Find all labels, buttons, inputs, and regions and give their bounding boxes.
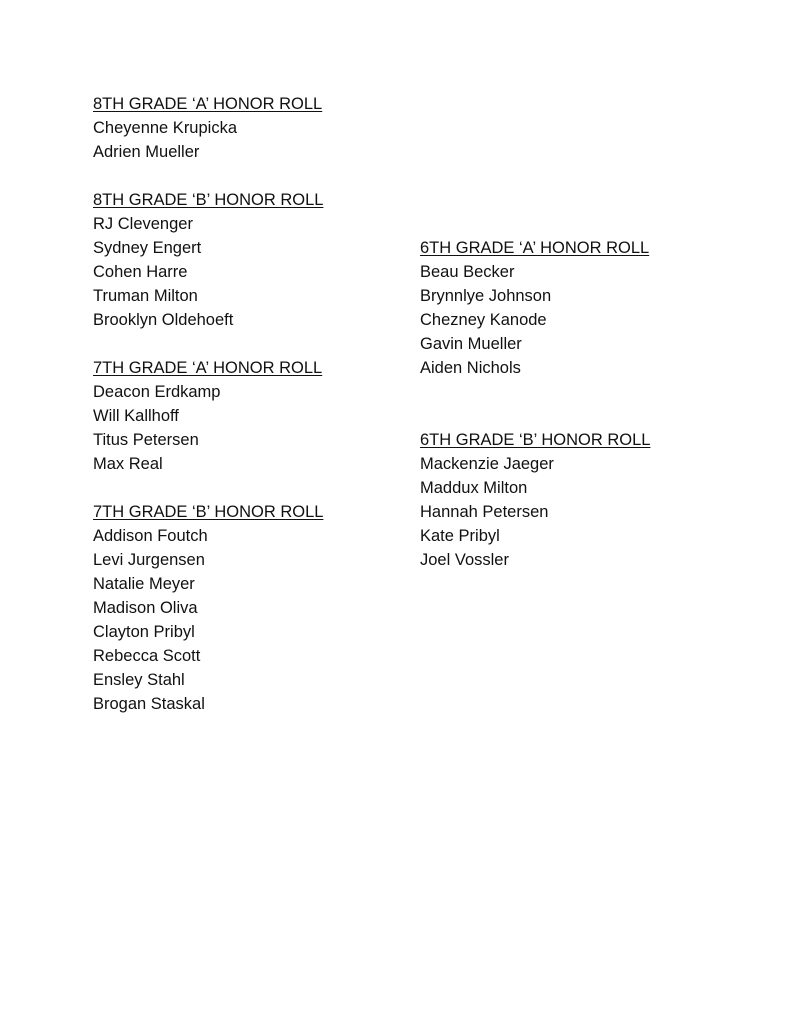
name-list <box>93 524 323 716</box>
list-item: Kate Pribyl <box>420 527 500 545</box>
list-item: Gavin Mueller <box>420 335 522 353</box>
list-item: Joel Vossler <box>420 551 509 569</box>
list-item: Ensley Stahl <box>93 671 185 689</box>
list-item: Deacon Erdkamp <box>93 383 221 401</box>
list-item: Natalie Meyer <box>93 575 195 593</box>
list-item: Rebecca Scott <box>93 647 201 665</box>
list-item: Adrien Mueller <box>93 143 200 161</box>
section-title: 8TH GRADE ‘B’ HONOR ROLL <box>93 191 324 209</box>
name-list <box>93 212 323 332</box>
name-list <box>93 116 322 164</box>
section-title: 6TH GRADE ‘A’ HONOR ROLL <box>420 239 650 257</box>
name-list <box>420 260 649 380</box>
name-list <box>93 380 322 476</box>
list-item: Beau Becker <box>420 263 515 281</box>
section-title: 7TH GRADE ‘A’ HONOR ROLL <box>93 359 323 377</box>
list-item: RJ Clevenger <box>93 215 193 233</box>
section-7th-grade-a-honor-roll <box>93 356 322 476</box>
list-item: Brogan Staskal <box>93 695 205 713</box>
section-8th-grade-b-honor-roll <box>93 188 323 332</box>
list-item: Mackenzie Jaeger <box>420 455 554 473</box>
list-item: Max Real <box>93 455 163 473</box>
name-list <box>420 452 650 572</box>
section-7th-grade-b-honor-roll <box>93 500 323 716</box>
list-item: Truman Milton <box>93 287 198 305</box>
list-item: Will Kallhoff <box>93 407 179 425</box>
list-item: Addison Foutch <box>93 527 208 545</box>
section-title: 6TH GRADE ‘B’ HONOR ROLL <box>420 431 651 449</box>
section-8th-grade-a-honor-roll <box>93 92 322 164</box>
list-item: Levi Jurgensen <box>93 551 205 569</box>
section-6th-grade-a-honor-roll <box>420 236 649 380</box>
list-item: Brooklyn Oldehoeft <box>93 311 234 329</box>
list-item: Chezney Kanode <box>420 311 547 329</box>
section-title: 7TH GRADE ‘B’ HONOR ROLL <box>93 503 324 521</box>
list-item: Titus Petersen <box>93 431 199 449</box>
list-item: Brynnlye Johnson <box>420 287 552 305</box>
list-item: Aiden Nichols <box>420 359 521 377</box>
list-item: Sydney Engert <box>93 239 202 257</box>
section-6th-grade-b-honor-roll <box>420 428 650 572</box>
list-item: Clayton Pribyl <box>93 623 195 641</box>
list-item: Maddux Milton <box>420 479 528 497</box>
list-item: Madison Oliva <box>93 599 198 617</box>
section-title: 8TH GRADE ‘A’ HONOR ROLL <box>93 95 323 113</box>
list-item: Cheyenne Krupicka <box>93 119 238 137</box>
list-item: Cohen Harre <box>93 263 188 281</box>
list-item: Hannah Petersen <box>420 503 549 521</box>
